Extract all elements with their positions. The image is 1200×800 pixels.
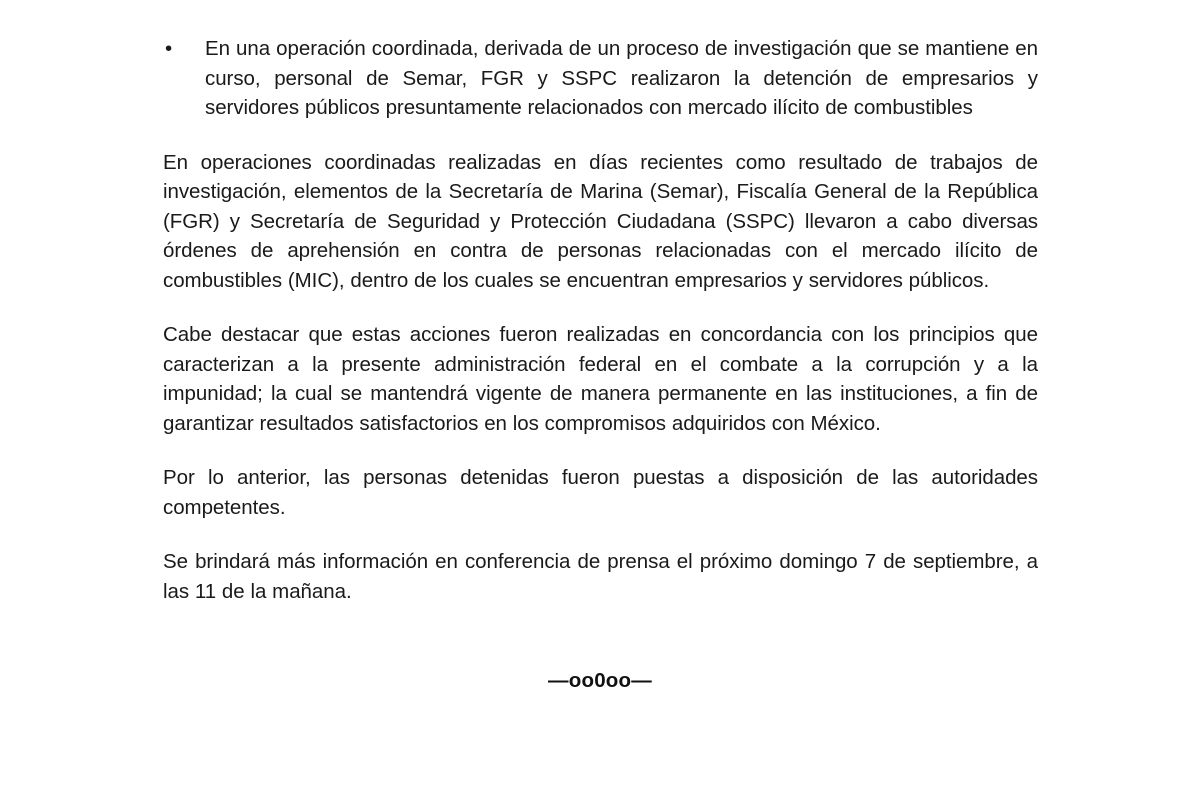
bullet-list [163, 34, 1038, 123]
paragraph-3: Por lo anterior, las personas detenidas fueron puestas a disposición de las autoridades competentes. [163, 466, 1038, 519]
paragraph-2: Cabe destacar que estas acciones fueron realizadas en concordancia con los principios que caracterizan a la presente administración federal en el combate a la corrupción y a la impunidad; la cual se mantendrá vigente de manera permanente en las instituciones, a fin de garantizar resultados satisfactorios en los compromisos adquiridos con México. [163, 323, 1038, 435]
bullet-point-icon: • [165, 37, 173, 60]
paragraph-4: Se brindará más información en conferencia de prensa el próximo domingo 7 de septiembre, a las 11 de la mañana. [163, 550, 1038, 603]
list-item [163, 34, 1038, 123]
end-of-document-mark: —oo0oo— [548, 669, 652, 692]
document-body [163, 34, 1038, 606]
bullet-item-text: En una operación coordinada, derivada de un proceso de investigación que se mantiene en curso, personal de Semar, FGR y SSPC realizaron la detención de empresarios y servidores públicos presuntamente relacionados con mercado ilícito de combustibles [205, 37, 1038, 119]
paragraph-1: En operaciones coordinadas realizadas en días recientes como resultado de trabajos de investigación, elementos de la Secretaría de Marina (Semar), Fiscalía General de la República (FGR) y Secretaría de Seguridad y Protección Ciudadana (SSPC) llevaron a cabo diversas órdenes de aprehensión en contra de personas relacionadas con el mercado ilícito de combustibles (MIC), dentro de los cuales se encuentran empresarios y servidores públicos. [163, 150, 1038, 292]
